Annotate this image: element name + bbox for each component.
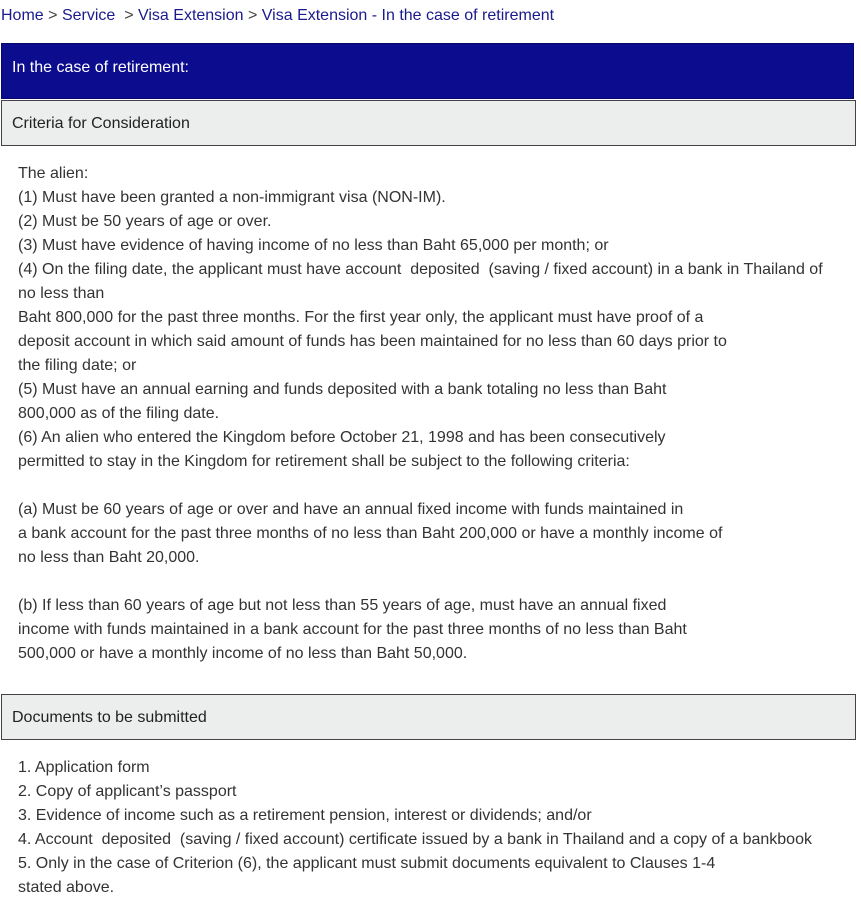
criteria-line xyxy=(18,570,823,594)
document-line: 4. Account deposited (saving / fixed account) certificate issued by a bank in Thailand and a copy of a bankbook xyxy=(18,831,812,848)
breadcrumb-separator: > xyxy=(247,7,258,24)
criteria-line: (1) Must have been granted a non-immigrant visa (NON-IM). xyxy=(18,189,446,206)
criteria-line: a bank account for the past three months of no less than Baht 200,000 or have a monthly income of xyxy=(18,525,723,542)
criteria-line: income with funds maintained in a bank account for the past three months of no less than Baht xyxy=(18,621,687,638)
breadcrumb-current-page-link[interactable]: Visa Extension - In the case of retirement xyxy=(261,7,555,24)
criteria-line xyxy=(18,474,823,498)
criteria-heading: Criteria for Consideration xyxy=(12,115,190,132)
criteria-line: The alien: xyxy=(18,165,89,182)
breadcrumb-separator: > xyxy=(124,7,134,24)
criteria-line: no less than Baht 20,000. xyxy=(18,549,200,566)
criteria-line: (a) Must be 60 years of age or over and have an annual fixed income with funds maintained in xyxy=(18,501,684,518)
criteria-line: (2) Must be 50 years of age or over. xyxy=(18,213,272,230)
document-line: 1. Application form xyxy=(18,759,150,776)
document-line: 5. Only in the case of Criterion (6), the applicant must submit documents equivalent to Clauses 1-4 xyxy=(18,855,716,872)
criteria-line: 500,000 or have a monthly income of no less than Baht 50,000. xyxy=(18,645,468,662)
criteria-line: (b) If less than 60 years of age but not less than 55 years of age, must have an annual fixed xyxy=(18,597,667,614)
document-line: 3. Evidence of income such as a retirement pension, interest or dividends; and/or xyxy=(18,807,592,824)
criteria-line: (4) On the filing date, the applicant must have account deposited (saving / fixed account) in a bank in Thailand of xyxy=(18,261,823,278)
criteria-line: (5) Must have an annual earning and funds deposited with a bank totaling no less than Baht xyxy=(18,381,667,398)
page-title: In the case of retirement: xyxy=(12,59,189,76)
criteria-line: 800,000 as of the filing date. xyxy=(18,405,220,422)
breadcrumb-visa-extension-link[interactable]: Visa Extension xyxy=(137,7,244,24)
document-line: 2. Copy of applicant’s passport xyxy=(18,783,237,800)
criteria-line: permitted to stay in the Kingdom for retirement shall be subject to the following criteria: xyxy=(18,453,630,470)
documents-section-header xyxy=(1,694,856,740)
criteria-list xyxy=(18,162,823,666)
criteria-section-header xyxy=(1,100,856,146)
criteria-line: (3) Must have evidence of having income of no less than Baht 65,000 per month; or xyxy=(18,237,609,254)
breadcrumb-service-link[interactable]: Service xyxy=(61,7,116,24)
breadcrumb xyxy=(1,6,554,26)
documents-heading: Documents to be submitted xyxy=(12,709,207,726)
documents-list xyxy=(18,756,812,900)
criteria-line: no less than xyxy=(18,285,105,302)
document-line: stated above. xyxy=(18,879,115,896)
page-title-bar xyxy=(1,43,854,99)
breadcrumb-separator: > xyxy=(48,7,58,24)
criteria-line: the filing date; or xyxy=(18,357,137,374)
breadcrumb-home-link[interactable]: Home xyxy=(1,7,44,24)
criteria-line: (6) An alien who entered the Kingdom before October 21, 1998 and has been consecutively xyxy=(18,429,666,446)
criteria-line: Baht 800,000 for the past three months. For the first year only, the applicant must have proof of a xyxy=(18,309,704,326)
criteria-line: deposit account in which said amount of funds has been maintained for no less than 60 days prior to xyxy=(18,333,727,350)
